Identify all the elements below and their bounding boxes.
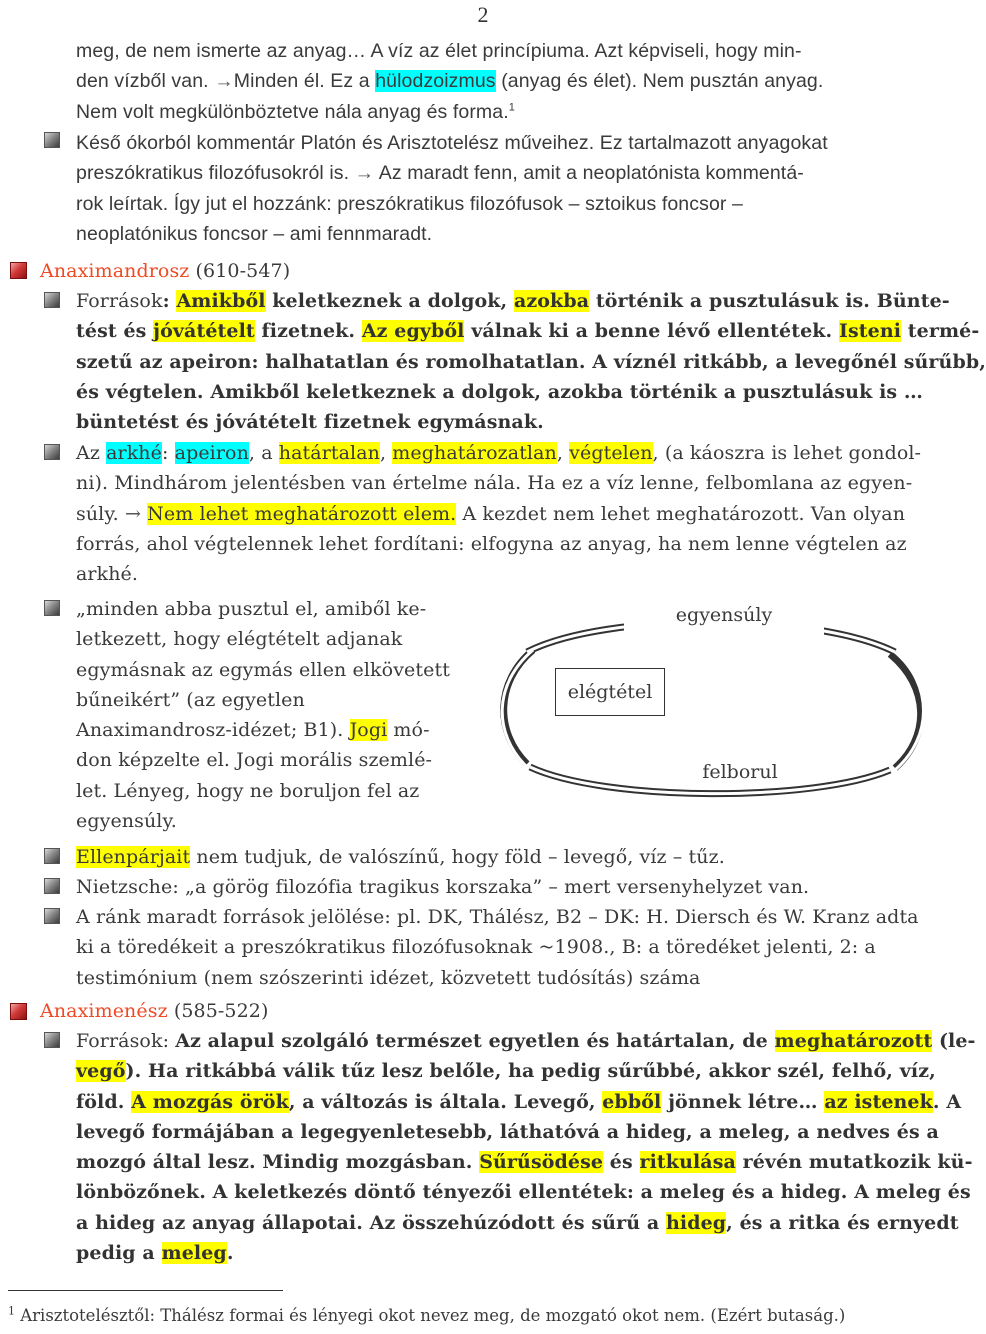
text-line: egymásnak az egymás ellen elkövetett [76, 658, 450, 681]
text-line: let. Lényeg, hogy ne boruljon fel az [76, 779, 420, 802]
footnote [8, 1306, 845, 1325]
text-line: Források: Az alapul szolgáló természet egyetlen és határtalan, de meghatározott (le- [76, 1030, 976, 1052]
philosopher-name: Anaximenész [40, 1000, 168, 1022]
text-line: Nietzsche: „a görög filozófia tragikus korszaka” – mert versenyhelyzet van. [76, 876, 810, 898]
text-line: arkhé. [76, 563, 139, 586]
text-line: és végtelen. Amikből keletkeznek a dolgok, azokba történik a pusztulásuk is … [76, 380, 923, 403]
text-line: vegő). Ha ritkábbá válik tűz lesz belőle, ha pedig sűrűbbé, akkor szél, felhő, víz, [76, 1060, 936, 1083]
text-line: meg, de nem ismerte az anyag… A víz az élet princípiuma. Azt képviseli, hogy min- [76, 40, 802, 62]
arrow-right-icon: → [214, 70, 234, 93]
text-line: Az arkhé: apeiron, a határtalan, meghatározatlan, végtelen, (a káoszra is lehet gondol- [76, 442, 922, 464]
text-line: letkezett, hogy elégtételt adjanak [76, 628, 403, 651]
philosopher-dates: (585-522) [167, 1000, 269, 1022]
text-line: pedig a meleg. [76, 1242, 234, 1265]
gray-bullet-icon [44, 878, 60, 894]
text-line: lönbözőnek. A keletkezés döntő tényezői ellentétek: a meleg és a hideg. A meleg és [76, 1181, 971, 1204]
gray-bullet-icon [44, 600, 60, 616]
text-line: levegő formájában a legegyenletesebb, láthatóvá a hideg, a meleg, a nedves és a [76, 1120, 939, 1143]
text-line: Anaximandrosz-idézet; B1). Jogi mó- [76, 719, 430, 742]
page-number: 2 [477, 2, 489, 27]
gray-bullet-icon [44, 444, 60, 460]
text-line: bűneikért” (az egyetlen [76, 688, 305, 711]
anaximenesz-heading [40, 996, 269, 1026]
text-line: don képzelte el. Jogi morális szemlé- [76, 749, 433, 772]
text-line: forrás, ahol végtelennek lehet fordítani: elfogyna az anyag, ha nem lenne végtelen az [76, 532, 907, 555]
arrow-right-arc [890, 654, 921, 768]
diagram-label-balance: egyensúly [624, 595, 824, 635]
arche-item [76, 438, 921, 589]
footnote-text: Arisztotelésztől: Thálész formai és lényegi okot nevez meg, de mozgató okot nem. (Ezért butaság.) [15, 1306, 846, 1325]
text-line: ki a töredékeit a preszókratikus filozófusoknak ~1908., B: a töredéket jelenti, 2: a [76, 936, 876, 959]
highlight-hulodzoizmus: hülodzoizmus [375, 70, 496, 93]
text-line: „minden abba pusztul el, amiből ke- [76, 598, 427, 620]
text-line: egyensúly. [76, 810, 177, 833]
arrow-right-icon: → [124, 502, 141, 525]
text-line: tést és jóvátételt fizetnek. Az egyből válnak ki a benne lévő ellentétek. Isteni termé- [76, 320, 980, 343]
text-line: Ellenpárjait nem tudjuk, de valószínű, hogy föld – levegő, víz – tűz. [76, 846, 725, 868]
diagram-label-overturn: felborul [702, 761, 778, 783]
text-line: a hideg az anyag állapotai. Az összehúzódott és sűrű a hideg, és a ritka és ernyedt [76, 1211, 959, 1234]
quote-item [76, 594, 450, 836]
text-line: A ránk maradt források jelölése: pl. DK, Thálész, B2 – DK: H. Diersch és W. Kranz adta [76, 906, 919, 928]
text-line: den vízből van. →Minden él. Ez a hülodzoizmus (anyag és élet). Nem pusztán anyag. [76, 70, 824, 93]
gray-bullet-icon [44, 292, 60, 308]
text-line: rok leírtak. Így jut el hozzánk: preszókratikus filozófusok – sztoikus foncsor – [76, 192, 743, 215]
diagram-label-atonement: elégtétel [555, 668, 665, 716]
text-line: ni). Mindhárom jelentésben van értelme nála. Ha ez a víz lenne, felbomlana az egyen- [76, 472, 913, 495]
text-line: testimónium (nem szószerinti idézet, közvetett tudósítás) száma [76, 966, 701, 989]
text-line: Késő ókorból kommentár Platón és Arisztotelész műveihez. Ez tartalmazott anyagokat [76, 132, 828, 154]
arrow-right-icon: → [354, 162, 375, 185]
text-line: preszókratikus filozófusokról is. → Az maradt fenn, amit a neoplatónista kommentá- [76, 162, 804, 185]
text-line: neoplatónikus foncsor – ami fennmaradt. [76, 222, 433, 245]
philosopher-dates: (610-547) [189, 260, 291, 282]
anaximenesz-sources [76, 1026, 976, 1268]
text-line: Források: Amikből keletkeznek a dolgok, azokba történik a pusztulásuk is. Bünte- [76, 290, 950, 312]
footnote-ref[interactable]: 1 [508, 101, 515, 114]
text-line: szetű az apeiron: halhatatlan és romolhatatlan. A víznél ritkább, a levegőnél sűrűbb, [76, 350, 986, 373]
text-line: Nem volt megkülönböztetve nála anyag és forma.$^1$ [76, 100, 515, 123]
text-line: súly. → Nem lehet meghatározott elem. A kezdet nem lehet meghatározott. Van olyan [76, 502, 906, 525]
red-bullet-icon [10, 1003, 27, 1020]
text-line: büntetést és jóvátételt fizetnek egymásnak. [76, 411, 544, 434]
gray-bullet-icon [44, 848, 60, 864]
footnote-divider [8, 1290, 283, 1291]
text-line: föld. A mozgás örök, a változás is általa. Levegő, ebből jönnek létre… az istenek. A [76, 1090, 962, 1113]
gray-bullet-icon [44, 1032, 60, 1048]
sources-notation-item [76, 902, 919, 993]
commentary-item [76, 128, 828, 249]
anaximandrosz-sources [76, 286, 986, 437]
gray-bullet-icon [44, 132, 60, 148]
opposites-item [76, 842, 725, 872]
philosopher-name: Anaximandrosz [40, 260, 190, 282]
intro-paragraph [76, 36, 823, 127]
nietzsche-item [76, 872, 809, 902]
red-bullet-icon [10, 262, 27, 279]
text-line: mozgó által lesz. Mindig mozgásban. Sűrűsödése és ritkulása révén mutatkozik kü- [76, 1151, 973, 1174]
anaximandrosz-heading [40, 256, 290, 286]
footnote-mark: 1 [8, 1304, 15, 1318]
gray-bullet-icon [44, 908, 60, 924]
